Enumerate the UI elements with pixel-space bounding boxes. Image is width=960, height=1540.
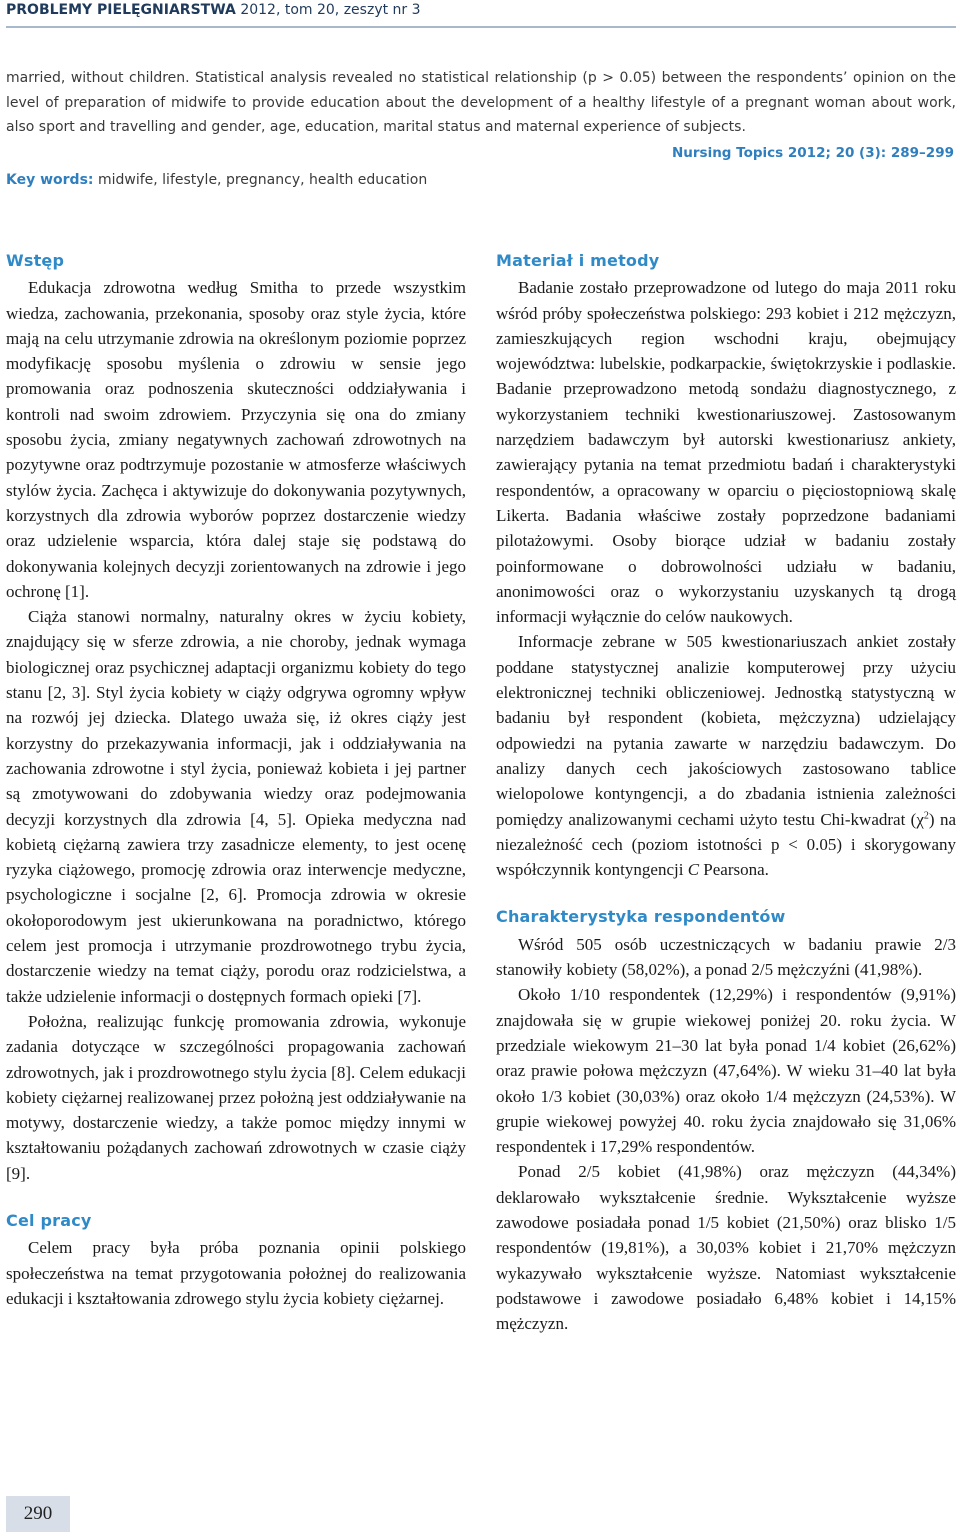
section-heading-material: Materiał i metody bbox=[496, 251, 660, 270]
italic-symbol: C bbox=[687, 860, 700, 880]
keywords bbox=[6, 172, 427, 188]
paragraph: Celem pracy była próba poznania opinii polskiego społeczeństwa na temat przygotowania położnej do realizowania edukacji i kształtowania zdrowego stylu życia kobiety ciężarnej. bbox=[6, 1238, 466, 1308]
text-run: Pearsona. bbox=[699, 860, 769, 880]
running-head bbox=[6, 2, 956, 28]
paragraph: Około 1/10 respondentek (12,29%) i respondentów (9,91%) znajdowała się w grupie wiekowej poniżej 20. roku życia. W przedziale wiekowym 21–30 lat była ponad 1/4 kobiet (26,62%) oraz prawie połowa mężczyzn (47,64%). W wieku 31–40 lat była około 1/3 kobiet (30,03%) oraz około 1/4 mężczyzn (24,53%). W grupie wiekowej powyżej 40. roku życia znajdowało się 31,06% respondentek i 17,29% respondentów. bbox=[496, 985, 956, 1157]
paragraph: Badanie zostało przeprowadzone od lutego do maja 2011 roku wśród próby społeczeństwa polskiego: 293 kobiet i 212 mężczyzn, zamieszkujących region wschodni kraju, obejmujący województwa: lubelskie, podkarpackie, świętokrzyskie i podlaskie. Badanie przeprowadzono metodą sondażu diagnostycznego, z wykorzystaniem techniki kwestionariuszowej. Zastosowanym narzędziem badawczym był autorski kwestionariusz ankiety, zawierający pytania na temat przedmiotu badań i charakterystyki respondentów, a opracowany w oparciu o pięciostopniową skalę Likerta. Badania właściwe zostały poprzedzone badaniami pilotażowymi. Osoby biorące udział w badaniu zostały poinformowane o dobrowolności udziału w badaniu, anonimowości oraz o wykorzystaniu uzyskanych tą drogą informacji wyłącznie do celów naukowych. bbox=[496, 278, 956, 627]
citation: Nursing Topics 2012; 20 (3): 289–299 bbox=[671, 145, 954, 161]
section-heading-cel: Cel pracy bbox=[6, 1210, 92, 1230]
paragraph: Edukacja zdrowotna według Smitha to przede wszystkim wiedza, zachowania, przekonania, sposoby oraz style życia, które mają na celu utrzymanie zdrowia na określonym poziomie poprzez modyfikację sposobu myślenia o zdrowiu w sensie jego promowania oraz podnoszenia skuteczności oddziaływania i kontroli nad swoim zdrowiem. Przyczynia się ona do zmiany sposobu życia, zmiany negatywnych zachowań zdrowotnych na pozytywne oraz podtrzymuje pozostanie w atmosferze właściwych stylów życia. Zachęca i aktywizuje do dokonywania pozytywnych, korzystnych dla zdrowia wyborów poprzez dostarczenie wiedzy oraz udzielenie wsparcia, która dalej staje się podstawą do dokonywania kolejnych decyzji zorientowanych na zdrowie i jego ochronę [1]. bbox=[6, 278, 466, 601]
journal-issue: 2012, tom 20, zeszyt nr 3 bbox=[235, 2, 421, 18]
page-number: 290 bbox=[6, 1496, 70, 1532]
paragraph: Wśród 505 osób uczestniczących w badaniu prawie 2/3 stanowiły kobiety (58,02%), a ponad 2/5 mężczyźni (41,98%). bbox=[496, 934, 956, 980]
abstract-text: married, without children. Statistical analysis revealed no statistical relationship (p > 0.05) between the respondents’ opinion on the level of preparation of midwife to provide education about the development of a healthy lifestyle of a pregnant woman about work, also sport and travelling and gender, age, education, marital status and maternal experience of subjects. bbox=[6, 70, 956, 135]
text-run: ) na niezależność cech (poziom istotności p < 0.05) i skorygowany współczynnik kontyngencji bbox=[496, 809, 956, 880]
paragraph: Ciąża stanowi normalny, naturalny okres w życiu kobiety, znajdujący się w sferze zdrowia, a nie choroby, jednak wymaga biologicznej oraz psychicznej adaptacji organizmu kobiety do tego stanu [2, 3]. Styl życia kobiety w ciąży odgrywa ogromny wpływ na rozwój jej dziecka. Dlatego uważa się, iż okres ciąży jest korzystny do przekazywania informacji, jak i oddziaływania na zachowania zdrowotne i styl życia, ponieważ kobieta i jej partner są zmotywowani do zdobywania wiedzy oraz podejmowania decyzji korzystnych dla zdrowia [4, 5]. Opieka medyczna nad kobietą ciężarną zawiera trzy zasadnicze elementy, to jest ocenę ryzyka ciążowego, promocję zdrowia oraz interwencje medyczne, psychologiczne i socjalne [2, 6]. Promocja zdrowia w okresie okołoporodowym jest ukierunkowana na poradnictwo, którego celem jest promocja i utrzymanie prozdrowotnego trybu życia, dostarczenie wiedzy na temat ciąży, porodu oraz rodzicielstwa, a także udzielenie informacji o dostępnych formach opieki [7]. bbox=[6, 607, 466, 1006]
paragraph: Ponad 2/5 kobiet (41,98%) oraz mężczyzn (44,34%) deklarowało wykształcenie średnie. Wykształcenie wyższe zawodowe posiadała ponad 1/5 kobiet (21,50%) oraz blisko 1/5 respondentów (19,81%), a 30,03% kobiet i 21,70% mężczyzn wykazywało wykształcenie wyższe. Natomiast wykształcenie podstawowe i zawodowe posiadało 6,48% kobiet i 14,15% mężczyzn. bbox=[496, 1162, 956, 1334]
section-heading-charakterystyka: Charakterystyka respondentów bbox=[496, 907, 786, 927]
journal-title: PROBLEMY PIELĘGNIARSTWA bbox=[6, 2, 236, 18]
right-column bbox=[496, 248, 956, 1336]
superscript: 2 bbox=[923, 809, 929, 821]
section-heading-wstep: Wstęp bbox=[6, 251, 65, 270]
keywords-label: Key words: bbox=[6, 172, 94, 188]
keywords-list: midwife, lifestyle, pregnancy, health education bbox=[93, 172, 428, 188]
paragraph: Położna, realizując funkcję promowania zdrowia, wykonuje zadania dotyczące w szczególności propagowania zachowań zdrowotnych, jak i prozdrowotnego stylu życia [8]. Celem edukacji kobiety ciężarnej realizowanej przez położną jest oddziaływanie na motywy, dostarczenie wiedzy, a także pomoc między innymi w kształtowaniu pożądanych zachowań zdrowotnych w czasie ciąży [9]. bbox=[6, 1011, 466, 1183]
paragraph bbox=[496, 629, 956, 882]
text-run: Informacje zebrane w 505 kwestionariuszach ankiet zostały poddane statystycznej analizie komputerowej przy użyciu elektronicznej techniki obliczeniowej. Jednostką statystyczną w badaniu był respondent (kobieta, mężczyzna) udzielający odpowiedzi na pytania zawarte w narzędziu badawczym. Do analizy danych cech jakościowych zastosowano tablice wielopolowe kontyngencji, a do zbadania istnienia zależności pomiędzy analizowanymi cechami użyto testu Chi-kwadrat (χ bbox=[496, 632, 956, 829]
left-column bbox=[6, 248, 466, 1311]
